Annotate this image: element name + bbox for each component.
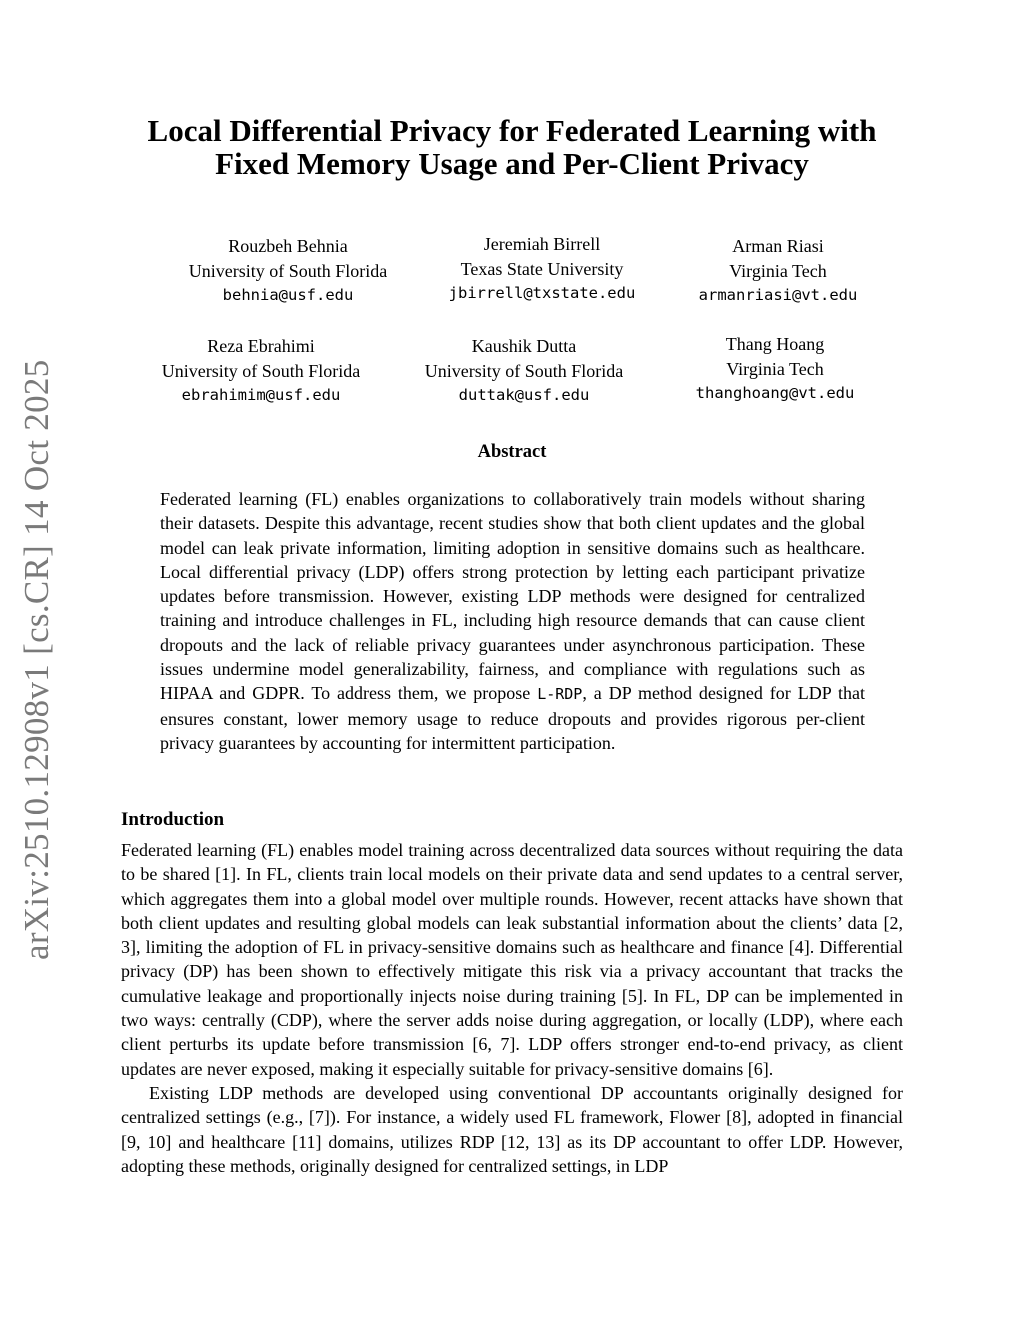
author-block-ebrahimi [131,334,391,408]
author-email: behnia@usf.edu [222,286,354,304]
abstract-text-part-2: , a DP method designed for LDP that ensures constant, lower memory usage to reduce dropouts and provides rigorous per-client privacy guarantees by accounting for intermittent participation. [160,683,865,753]
author-block-hoang [645,332,905,406]
author-affiliation: Virginia Tech [729,260,827,281]
introduction-paragraph-2: Existing LDP methods are developed using conventional DP accountants originally designed for centralized settings (e.g., [7]). For instance, a widely used FL framework, Flower [8], adopted in financial [9, 10] and healthcare [11] domains, utilizes RDP [12, 13] as its DP accountant to offer LDP. However, adopting these methods, originally designed for centralized settings, in LDP [121,1082,903,1176]
author-block-birrell [412,232,672,306]
abstract-text [160,487,865,755]
arxiv-identifier: arXiv:2510.12908v1 [cs.CR] 14 Oct 2025 [17,359,56,960]
paper-title [100,114,924,180]
introduction-heading: Introduction [121,809,225,830]
author-email: ebrahimim@usf.edu [181,386,341,404]
author-email: armanriasi@vt.edu [698,286,858,304]
author-email: duttak@usf.edu [458,386,590,404]
author-block-riasi [648,234,908,308]
author-email: jbirrell@txstate.edu [448,284,636,302]
introduction-paragraph-1: Federated learning (FL) enables model training across decentralized data sources without requiring the data to be shared [1]. In FL, clients train local models on their private data and send updates to a central server, which aggregates them into a global model over multiple rounds. However, recent attacks have shown that both client updates and resulting global models can leak substantial information about the clients’ data [2, 3], limiting the adoption of FL in privacy-sensitive domains such as healthcare and finance [4]. Differential privacy (DP) has been shown to effectively mitigate this risk via a privacy accountant that tracks the cumulative leakage and proportionally injects noise during training [5]. In FL, DP can be implemented in two ways: centrally (CDP), where the server adds noise during aggregation, or locally (LDP), where each client perturbs its update before transmission [6, 7]. LDP offers stronger end-to-end privacy, as client updates are never exposed, making it especially suitable for privacy-sensitive domains [6]. [121,840,903,1079]
author-affiliation: Texas State University [460,258,624,279]
title-line-2: Fixed Memory Usage and Per-Client Privacy [215,146,809,181]
author-name: Thang Hoang [725,334,825,354]
author-affiliation: Virginia Tech [726,358,824,379]
author-name: Reza Ebrahimi [207,336,315,356]
introduction-body [121,838,903,1178]
author-name: Arman Riasi [732,236,824,256]
abstract-heading: Abstract [477,442,547,462]
author-name: Rouzbeh Behnia [228,236,348,256]
abstract-text-part-1: Federated learning (FL) enables organizations to collaboratively train models without sharing their datasets. Despite this advantage, recent studies show that both client updates and the global model can leak private information, limiting adoption in sensitive domains such as healthcare. Local differential privacy (LDP) offers strong protection by letting each participant privatize updates before transmission. However, existing LDP methods were designed for centralized training and introduce challenges in FL, including high resource demands that can cause client dropouts and the lack of reliable privacy guarantees under asynchronous participation. These issues undermine model generalizability, fairness, and compliance with regulations such as HIPAA and GDPR. To address them, we propose [160,489,865,704]
title-line-1: Local Differential Privacy for Federated Learning with [147,113,877,148]
author-email: thanghoang@vt.edu [695,384,855,402]
method-name: L-RDP [537,685,583,704]
author-block-dutta [394,334,654,408]
author-name: Jeremiah Birrell [483,234,601,254]
author-name: Kaushik Dutta [471,336,577,356]
author-affiliation: University of South Florida [188,260,388,281]
author-affiliation: University of South Florida [161,360,361,381]
author-block-behnia [158,234,418,308]
author-affiliation: University of South Florida [424,360,624,381]
